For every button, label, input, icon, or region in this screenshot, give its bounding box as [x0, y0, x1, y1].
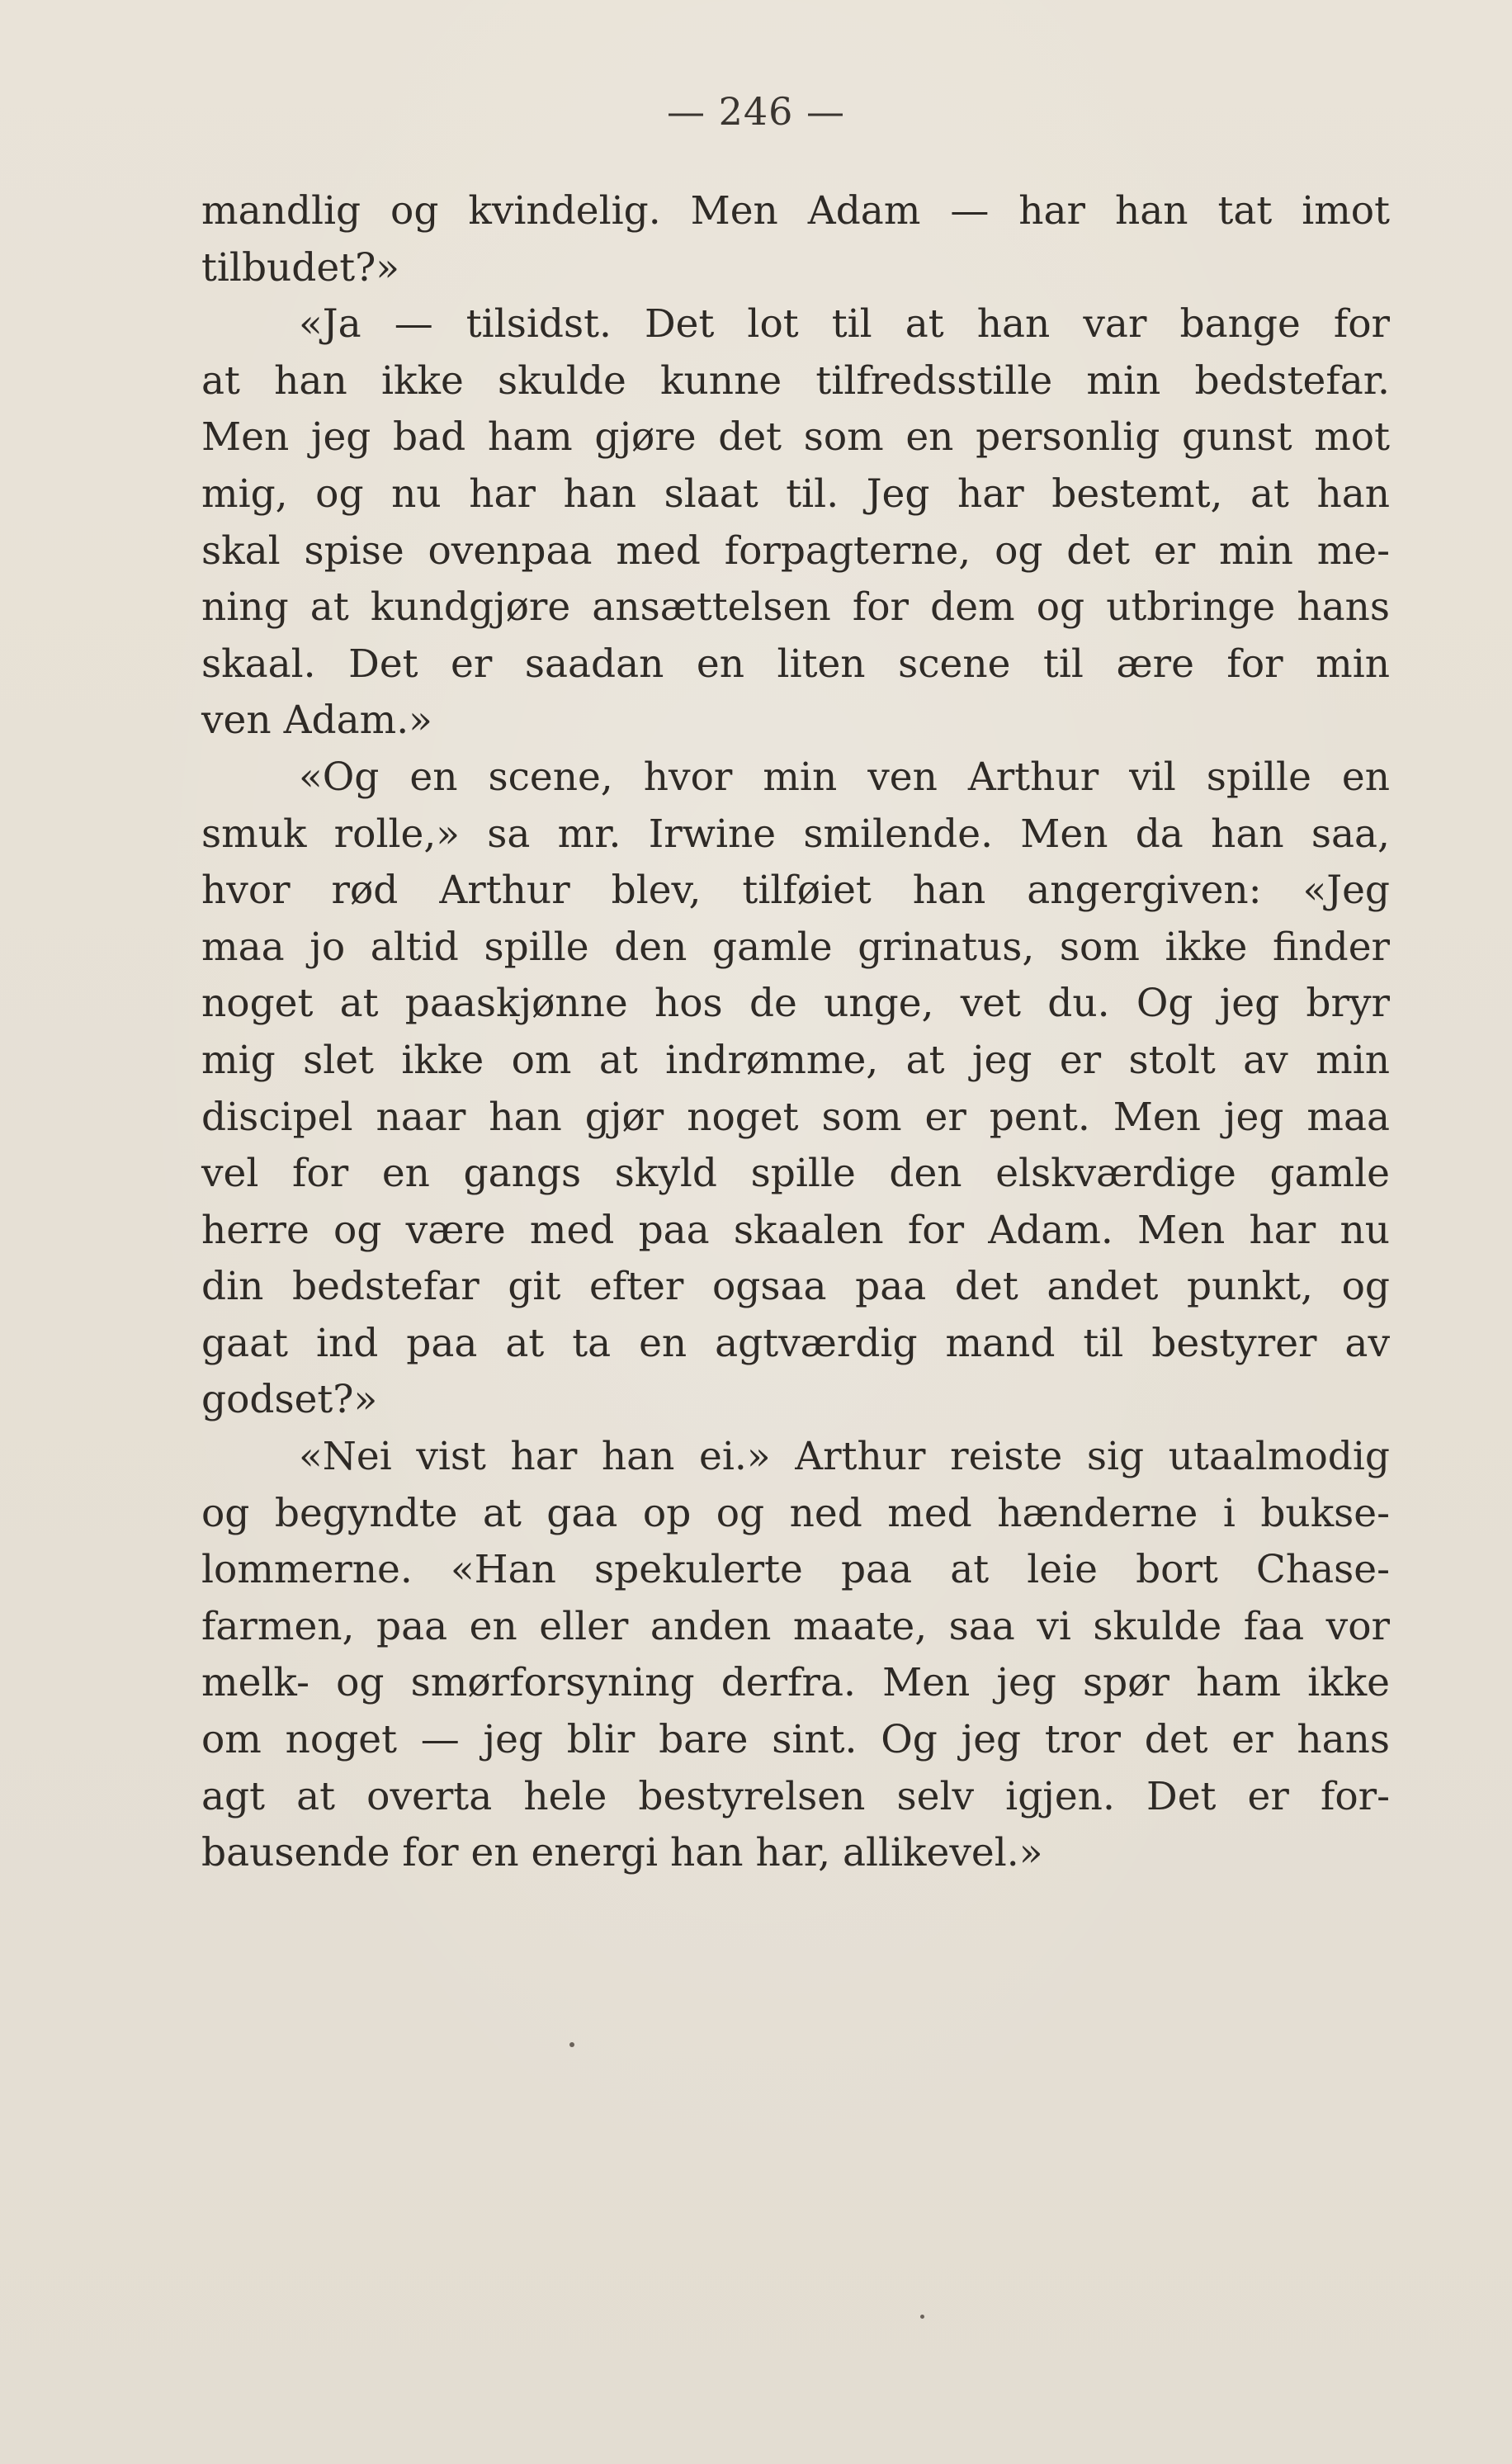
text-line: at han ikke skulde kunne tilfredsstille min bedstefar.: [201, 357, 1390, 404]
text-line: lommerne. «Han spekulerte paa at leie bort Chase-: [201, 1547, 1390, 1593]
text-line: farmen, paa en eller anden maate, saa vi skulde faa vor: [201, 1603, 1390, 1649]
text-line: agt at overta hele bestyrelsen selv igjen. Det er for-: [201, 1773, 1390, 1819]
text-line: skaal. Det er saadan en liten scene til ære for min: [201, 641, 1390, 687]
text-line: tilbudet?»: [201, 244, 400, 291]
text-line: hvor rød Arthur blev, tilføiet han angergiven: «Jeg: [201, 868, 1390, 914]
text-line: bausende for en energi han har, allikevel.»: [201, 1830, 1043, 1876]
text-line: mig, og nu har han slaat til. Jeg har bestemt, at han: [201, 471, 1390, 517]
text-line: herre og være med paa skaalen for Adam. Men har nu: [201, 1207, 1390, 1253]
text-line: mandlig og kvindelig. Men Adam — har han tat imot: [201, 188, 1390, 234]
text-line: mig slet ikke om at indrømme, at jeg er stolt av min: [201, 1037, 1390, 1083]
text-line: vel for en gangs skyld spille den elskværdige gamle: [201, 1151, 1390, 1197]
text-line: Men jeg bad ham gjøre det som en personlig gunst mot: [201, 414, 1390, 461]
text-line: godset?»: [201, 1377, 378, 1423]
text-line: ning at kundgjøre ansættelsen for dem og utbringe hans: [201, 584, 1390, 631]
text-line: og begyndte at gaa op og ned med hænderne i bukse-: [201, 1490, 1390, 1536]
text-line: melk- og smørforsyning derfra. Men jeg spør ham ikke: [201, 1660, 1390, 1706]
body-text: [201, 183, 1390, 1882]
text-line: om noget — jeg blir bare sint. Og jeg tror det er hans: [201, 1717, 1390, 1763]
text-line: gaat ind paa at ta en agtværdig mand til bestyrer av: [201, 1320, 1390, 1366]
text-line: ven Adam.»: [201, 698, 432, 744]
paper-speck: [920, 2315, 924, 2319]
text-line: «Nei vist har han ei.» Arthur reiste sig utaalmodig: [299, 1434, 1390, 1480]
paper-speck: [569, 2042, 574, 2047]
text-line: maa jo altid spille den gamle grinatus, som ikke finder: [201, 924, 1390, 970]
text-line: noget at paaskjønne hos de unge, vet du. Og jeg bryr: [201, 981, 1390, 1027]
text-line: smuk rolle,» sa mr. Irwine smilende. Men da han saa,: [201, 811, 1390, 857]
text-line: discipel naar han gjør noget som er pent. Men jeg maa: [201, 1094, 1390, 1140]
text-line: din bedstefar git efter ogsaa paa det andet punkt, og: [201, 1264, 1390, 1310]
page-number: — 246 —: [666, 89, 846, 134]
text-line: «Ja — tilsidst. Det lot til at han var bange for: [299, 301, 1390, 348]
text-line: «Og en scene, hvor min ven Arthur vil spille en: [299, 754, 1390, 800]
text-line: skal spise ovenpaa med forpagterne, og det er min me-: [201, 527, 1390, 574]
